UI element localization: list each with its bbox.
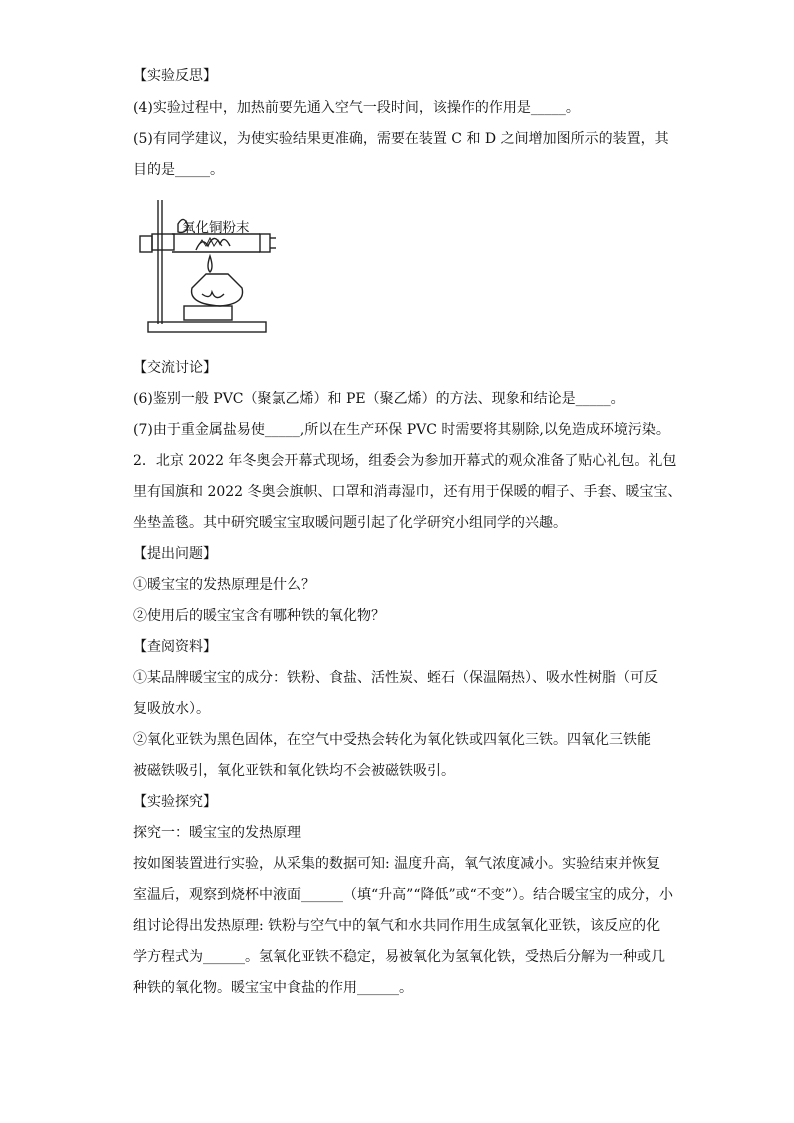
section-heading-discussion: 【交流讨论】 (133, 360, 217, 376)
problem-2-line-1: 2．北京 2022 年冬奥会开幕式现场，组委会为参加开幕式的观众准备了贴心礼包。礼包 (133, 453, 677, 469)
reference-2-line-1: ②氧化亚铁为黑色固体，在空气中受热会转化为氧化铁或四氧化三铁。四氧化三铁能 (133, 732, 651, 748)
section-heading-question: 【提出问题】 (133, 546, 217, 562)
problem-2-line-3: 坐垫盖毯。其中研究暖宝宝取暖问题引起了化学研究小组同学的兴趣。 (133, 515, 567, 531)
section-heading-experiment: 【实验探究】 (133, 794, 217, 810)
question-6: (6)鉴别一般 PVC（聚氯乙烯）和 PE（聚乙烯）的方法、现象和结论是_____。 (133, 391, 625, 407)
question-5-line-1: (5)有同学建议，为使实验结果更准确，需要在装置 C 和 D 之间增加图所示的装置，其 (133, 131, 669, 147)
exploration-1-line-4: 学方程式为______。氢氧化亚铁不稳定，易被氧化为氢氧化铁，受热后分解为一种或几 (133, 949, 665, 965)
figure-label-copper-oxide: 氧化铜粉末 (182, 220, 250, 236)
question-item-1: ①暖宝宝的发热原理是什么？ (133, 577, 315, 593)
question-4: (4)实验过程中，加热前要先通入空气一段时间，该操作的作用是_____。 (133, 100, 580, 116)
apparatus-figure (138, 194, 278, 344)
problem-2-line-2: 里有国旗和 2022 冬奥会旗帜、口罩和消毒湿巾，还有用于保暖的帽子、手套、暖宝宝、 (133, 484, 682, 500)
exploration-1-title: 探究一：暖宝宝的发热原理 (133, 825, 301, 841)
exploration-1-line-5: 种铁的氧化物。暖宝宝中食盐的作用______。 (133, 980, 413, 996)
exploration-1-line-3: 组讨论得出发热原理: 铁粉与空气中的氧气和水共同作用生成氢氧化亚铁，该反应的化 (133, 918, 661, 934)
reference-2-line-2: 被磁铁吸引，氧化亚铁和氧化铁均不会被磁铁吸引。 (133, 763, 455, 779)
question-5-line-2: 目的是_____。 (133, 162, 224, 178)
question-7: (7)由于重金属盐易使_____,所以在生产环保 PVC 时需要将其剔除,以免造成环境污染。 (133, 422, 670, 438)
exploration-1-line-2: 室温后，观察到烧杯中液面______（填“升高”“降低”或“不变”）。结合暖宝宝的成分，小 (133, 887, 673, 903)
reference-1-line-2: 复吸放水）。 (133, 701, 210, 717)
exploration-1-line-1: 按如图装置进行实验，从采集的数据可知: 温度升高，氧气浓度减小。实验结束并恢复 (133, 856, 661, 872)
question-item-2: ②使用后的暖宝宝含有哪种铁的氧化物？ (133, 608, 385, 624)
section-heading-reflection: 【实验反思】 (133, 68, 217, 84)
section-heading-references: 【查阅资料】 (133, 639, 217, 655)
reference-1-line-1: ①某品牌暖宝宝的成分：铁粉、食盐、活性炭、蛭石（保温隔热）、吸水性树脂（可反 (133, 670, 658, 686)
